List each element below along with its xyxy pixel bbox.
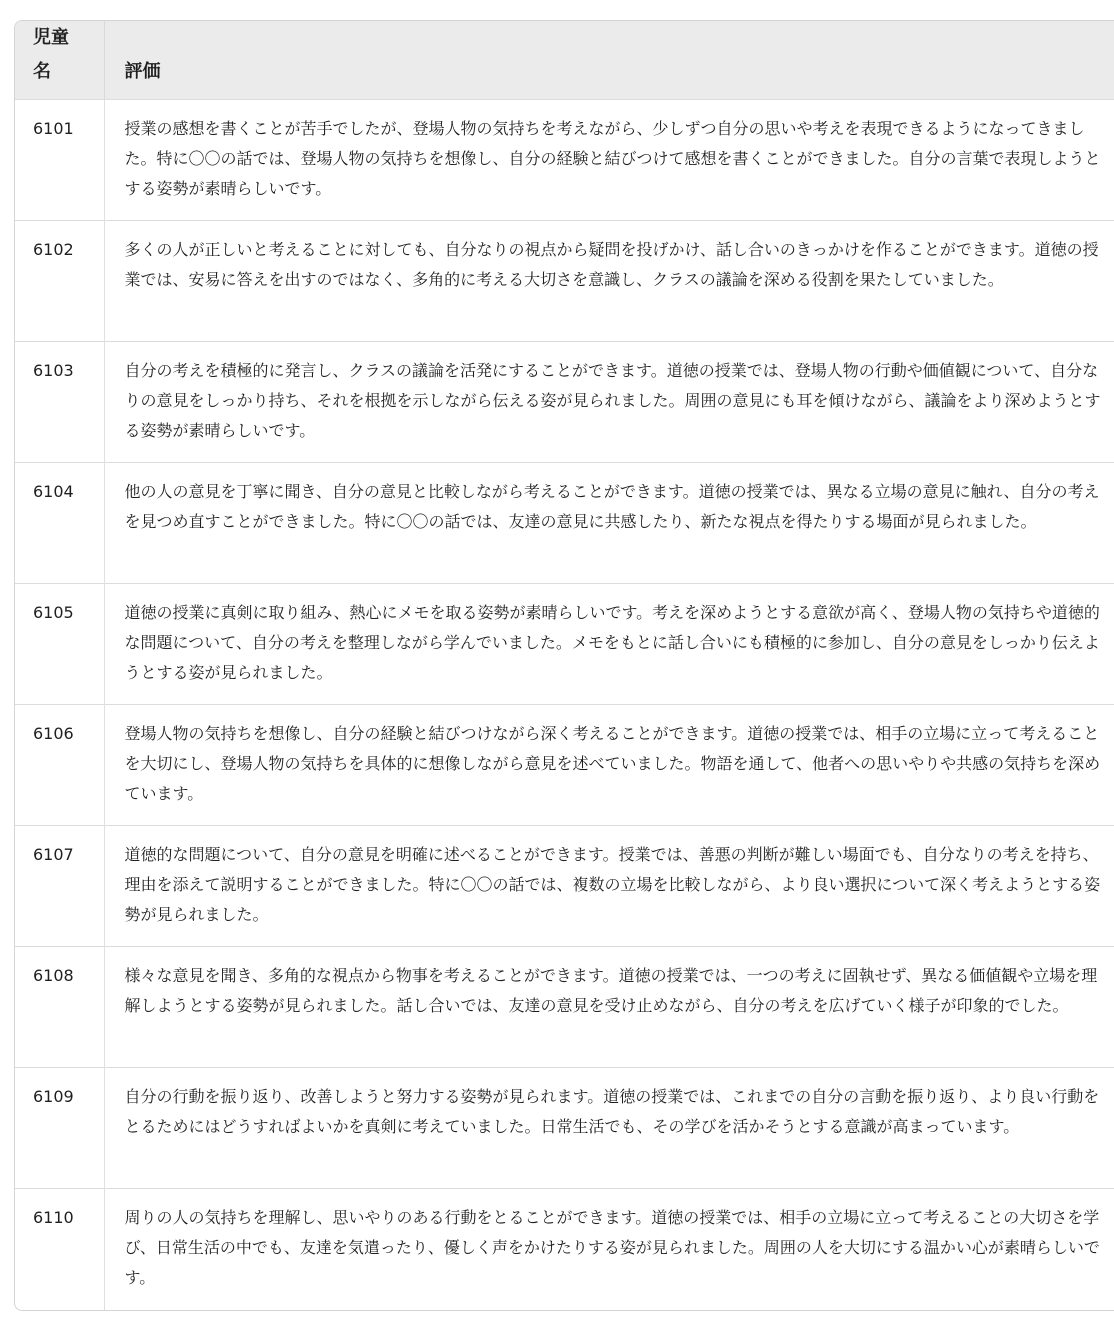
student-id-cell: 6102 <box>15 221 104 342</box>
column-header-student-name: 児童 名 <box>15 21 104 100</box>
student-id-cell: 6110 <box>15 1189 104 1310</box>
student-id-cell: 6103 <box>15 342 104 463</box>
table-row <box>15 342 1114 463</box>
table-row <box>15 584 1114 705</box>
column-header-evaluation: 評価 <box>124 61 161 82</box>
table-row <box>15 826 1114 947</box>
table-body <box>15 100 1114 1310</box>
evaluation-cell: 周りの人の気持ちを理解し、思いやりのある行動をとることができます。道徳の授業では、相手の立場に立って考えることの大切さを学び、日常生活の中でも、友達を気遣ったり、優しく声をかけたりする姿が見られました。周囲の人を大切にする温かい心が素晴らしいです。 <box>104 1189 1114 1310</box>
table-header <box>15 21 1114 100</box>
table-row <box>15 705 1114 826</box>
student-id-cell: 6104 <box>15 463 104 584</box>
evaluation-cell: 多くの人が正しいと考えることに対しても、自分なりの視点から疑問を投げかけ、話し合いのきっかけを作ることができます。道徳の授業では、安易に答えを出すのではなく、多角的に考える大切さを意識し、クラスの議論を深める役割を果たしていました。 <box>104 221 1114 342</box>
evaluation-cell: 自分の考えを積極的に発言し、クラスの議論を活発にすることができます。道徳の授業では、登場人物の行動や価値観について、自分なりの意見をしっかり持ち、それを根拠を示しながら伝える姿が見られました。周囲の意見にも耳を傾けながら、議論をより深めようとする姿勢が素晴らしいです。 <box>104 342 1114 463</box>
evaluation-cell: 自分の行動を振り返り、改善しようと努力する姿勢が見られます。道徳の授業では、これまでの自分の言動を振り返り、より良い行動をとるためにはどうすればよいかを真剣に考えていました。日常生活でも、その学びを活かそうとする意識が高まっています。 <box>104 1068 1114 1189</box>
evaluation-table <box>15 21 1114 1310</box>
evaluation-cell: 様々な意見を聞き、多角的な視点から物事を考えることができます。道徳の授業では、一つの考えに固執せず、異なる価値観や立場を理解しようとする姿勢が見られました。話し合いでは、友達の意見を受け止めながら、自分の考えを広げていく様子が印象的でした。 <box>104 947 1114 1068</box>
student-id-cell: 6107 <box>15 826 104 947</box>
table-row <box>15 221 1114 342</box>
student-id-cell: 6101 <box>15 100 104 221</box>
student-id-cell: 6105 <box>15 584 104 705</box>
table-row <box>15 100 1114 221</box>
student-id-cell: 6109 <box>15 1068 104 1189</box>
table-row <box>15 1068 1114 1189</box>
table-row <box>15 463 1114 584</box>
evaluation-cell: 授業の感想を書くことが苦手でしたが、登場人物の気持ちを考えながら、少しずつ自分の思いや考えを表現できるようになってきました。特に〇〇の話では、登場人物の気持ちを想像し、自分の経験と結びつけて感想を書くことができました。自分の言葉で表現しようとする姿勢が素晴らしいです。 <box>104 100 1114 221</box>
student-id-cell: 6106 <box>15 705 104 826</box>
evaluation-cell: 他の人の意見を丁寧に聞き、自分の意見と比較しながら考えることができます。道徳の授業では、異なる立場の意見に触れ、自分の考えを見つめ直すことができました。特に〇〇の話では、友達の意見に共感したり、新たな視点を得たりする場面が見られました。 <box>104 463 1114 584</box>
evaluation-cell: 道徳の授業に真剣に取り組み、熱心にメモを取る姿勢が素晴らしいです。考えを深めようとする意欲が高く、登場人物の気持ちや道徳的な問題について、自分の考えを整理しながら学んでいました。メモをもとに話し合いにも積極的に参加し、自分の意見をしっかり伝えようとする姿が見られました。 <box>104 584 1114 705</box>
evaluation-cell: 道徳的な問題について、自分の意見を明確に述べることができます。授業では、善悪の判断が難しい場面でも、自分なりの考えを持ち、理由を添えて説明することができました。特に〇〇の話では、複数の立場を比較しながら、より良い選択について深く考えようとする姿勢が見られました。 <box>104 826 1114 947</box>
evaluation-cell: 登場人物の気持ちを想像し、自分の経験と結びつけながら深く考えることができます。道徳の授業では、相手の立場に立って考えることを大切にし、登場人物の気持ちを具体的に想像しながら意見を述べていました。物語を通して、他者への思いやりや共感の気持ちを深めています。 <box>104 705 1114 826</box>
evaluation-table-container <box>14 20 1114 1311</box>
table-row <box>15 947 1114 1068</box>
table-row <box>15 1189 1114 1310</box>
header-row <box>15 21 1114 100</box>
student-id-cell: 6108 <box>15 947 104 1068</box>
